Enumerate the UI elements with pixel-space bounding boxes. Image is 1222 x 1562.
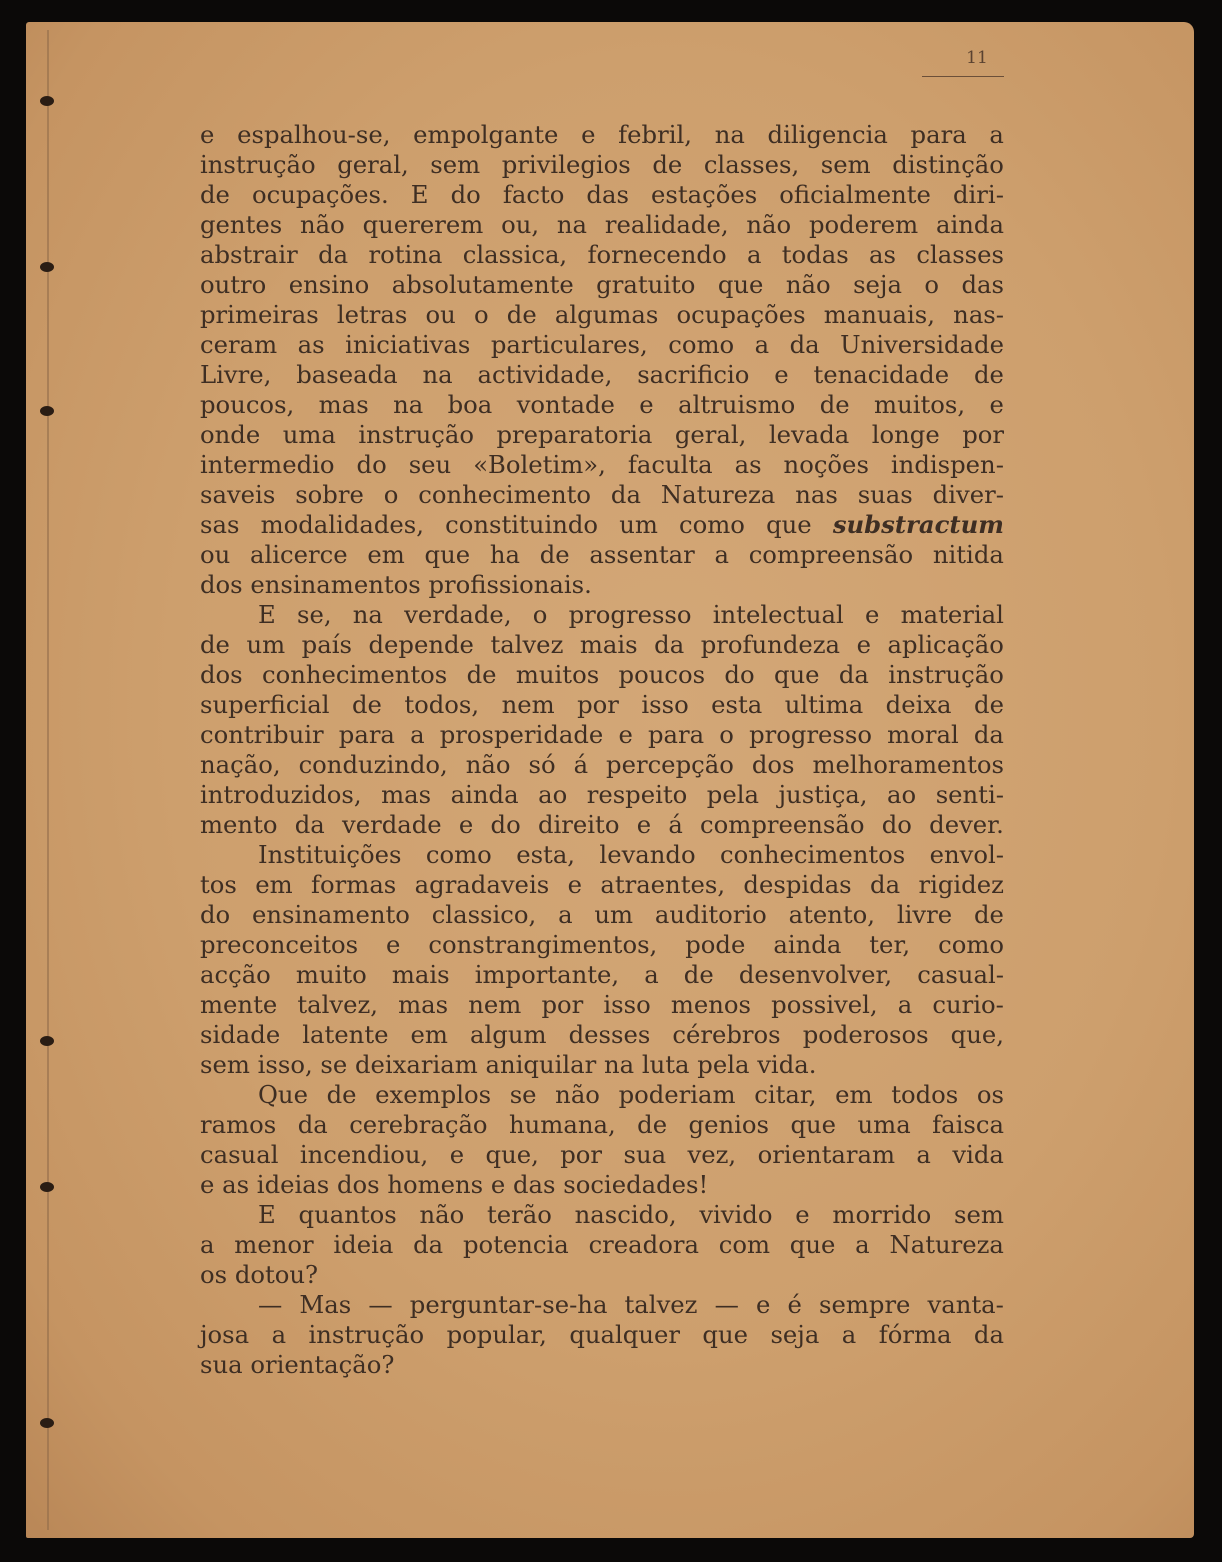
text-line: ramos da cerebração humana, de genios que uma faisca	[200, 1110, 1004, 1139]
text-line: abstrair da rotina classica, fornecendo a todas as classes	[200, 240, 1004, 269]
text-line: casual incendiou, e que, por sua vez, orientaram a vida	[200, 1140, 1004, 1169]
text-line: intermedio do seu «Boletim», faculta as noções indispen-	[200, 450, 1004, 479]
text-line: dos conhecimentos de muitos poucos do que da instrução	[200, 660, 1004, 689]
text-line: Livre, baseada na actividade, sacrificio e tenacidade de	[200, 360, 1004, 389]
text-line: instrução geral, sem privilegios de classes, sem distinção	[200, 150, 1004, 179]
binding-mark	[40, 96, 54, 106]
text-line: E quantos não terão nascido, vivido e morrido sem	[258, 1200, 1004, 1229]
binding-mark	[40, 406, 54, 416]
text-line: onde uma instrução preparatoria geral, levada longe por	[200, 420, 1004, 449]
text-line: Instituições como esta, levando conhecimentos envol-	[258, 840, 1004, 869]
header-rule	[922, 76, 1004, 77]
binding-mark	[40, 1036, 54, 1046]
text-line: dos ensinamentos profissionais.	[200, 570, 592, 599]
text-line: acção muito mais importante, a de desenvolver, casual-	[200, 960, 1004, 989]
text-line: do ensinamento classico, a um auditorio atento, livre de	[200, 900, 1004, 929]
text-line: saveis sobre o conhecimento da Natureza nas suas diver-	[200, 480, 1004, 509]
text-line: ceram as iniciativas particulares, como a da Universidade	[200, 330, 1004, 359]
text-line: sua orientação?	[200, 1350, 395, 1379]
text-line: de um país depende talvez mais da profundeza e aplicação	[200, 630, 1004, 659]
text-line: contribuir para a prosperidade e para o progresso moral da	[200, 720, 1004, 749]
text-line: a menor ideia da potencia creadora com que a Natureza	[200, 1230, 1004, 1259]
text-line: mente talvez, mas nem por isso menos possivel, a curio-	[200, 990, 1004, 1019]
text-line: superficial de todos, nem por isso esta ultima deixa de	[200, 690, 1004, 719]
text-line: gentes não quererem ou, na realidade, não poderem ainda	[200, 210, 1004, 239]
text-line: primeiras letras ou o de algumas ocupações manuais, nas-	[200, 300, 1004, 329]
text-line: sas modalidades, constituindo um como que substractum	[200, 510, 1004, 539]
binding-edge	[47, 30, 49, 1530]
text-line: sidade latente em algum desses cérebros poderosos que,	[200, 1020, 1004, 1049]
text-line: E se, na verdade, o progresso intelectual e material	[258, 600, 1004, 629]
text-line: poucos, mas na boa vontade e altruismo de muitos, e	[200, 390, 1004, 419]
text-line: josa a instrução popular, qualquer que seja a fórma da	[200, 1320, 1004, 1349]
text-line: outro ensino absolutamente gratuito que não seja o das	[200, 270, 1004, 299]
text-line: os dotou?	[200, 1260, 319, 1289]
text-line: ou alicerce em que ha de assentar a compreensão nitida	[200, 540, 1004, 569]
text-line: — Mas — perguntar-se-ha talvez — e é sempre vanta-	[258, 1290, 1004, 1319]
body-text	[200, 120, 1004, 1380]
binding-mark	[40, 1418, 54, 1428]
text-line: de ocupações. E do facto das estações oficialmente diri-	[200, 180, 1004, 209]
page-number: 11	[966, 48, 988, 68]
text-line: introduzidos, mas ainda ao respeito pela justiça, ao senti-	[200, 780, 1004, 809]
text-line: e espalhou-se, empolgante e febril, na diligencia para a	[200, 120, 1004, 149]
text-line: nação, conduzindo, não só á percepção dos melhoramentos	[200, 750, 1004, 779]
text-line: sem isso, se deixariam aniquilar na luta pela vida.	[200, 1050, 817, 1079]
text-line: e as ideias dos homens e das sociedades!	[200, 1170, 709, 1199]
text-line: tos em formas agradaveis e atraentes, despidas da rigidez	[200, 870, 1004, 899]
text-line: Que de exemplos se não poderiam citar, em todos os	[258, 1080, 1004, 1109]
binding-mark	[40, 1182, 54, 1192]
text-line: preconceitos e constrangimentos, pode ainda ter, como	[200, 930, 1004, 959]
text-line: mento da verdade e do direito e á compreensão do dever.	[200, 810, 1004, 839]
binding-mark	[40, 262, 54, 272]
